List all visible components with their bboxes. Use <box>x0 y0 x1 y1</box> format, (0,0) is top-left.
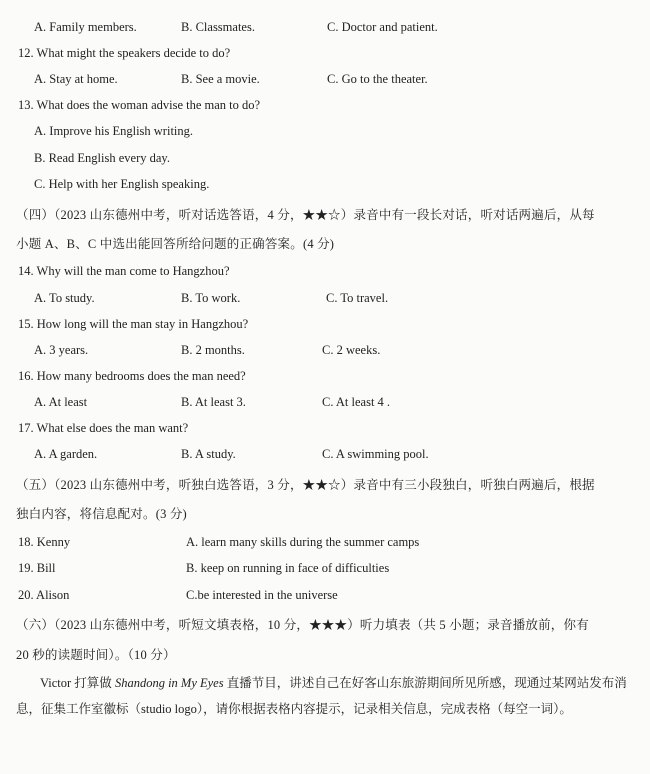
match-row <box>0 584 650 606</box>
q11-option-b: B. Classmates. <box>181 20 255 34</box>
q13-option-a: A. Improve his English writing. <box>34 124 194 138</box>
q14-options <box>0 287 650 309</box>
q14-option-a: A. To study. <box>34 291 95 305</box>
q12-question: 12. What might the speakers decide to do? <box>18 46 231 60</box>
section-5-instruction-line1: （五）（2023 山东德州中考，听独白选答语，3 分，★★☆）录音中有三小段独白，听独白两遍后，根据 <box>16 478 595 492</box>
q17-option-a: A. A garden. <box>34 447 98 461</box>
q15-options <box>0 339 650 361</box>
section-6-paragraph: Victor 打算做 Shandong in My Eyes 直播节目，讲述自己在好客山东旅游期间所见所感，现通过某网站发布消息，征集工作室徽标（studio logo），请你根据表格内容提示，记录相关信息，完成表格（每空一词）。 <box>16 676 627 716</box>
q15-option-b: B. 2 months. <box>181 343 245 357</box>
program-title: Shandong in My Eyes <box>114 676 224 690</box>
q12-option-a: A. Stay at home. <box>34 72 118 86</box>
q16-options <box>0 391 650 413</box>
q16-question: 16. How many bedrooms does the man need? <box>18 369 246 383</box>
q12-option-b: B. See a movie. <box>181 72 260 86</box>
match-desc: B. keep on running in face of difficulties <box>186 561 390 575</box>
section-6-instruction-line2: 20 秒的读题时间）。（10 分） <box>16 648 176 662</box>
q17-options <box>0 443 650 465</box>
q13-option-b: B. Read English every day. <box>34 151 170 165</box>
q11-option-c: C. Doctor and patient. <box>327 20 438 34</box>
q17-question: 17. What else does the man want? <box>18 421 189 435</box>
match-row <box>0 557 650 579</box>
q15-option-c: C. 2 weeks. <box>322 343 381 357</box>
q15-option-a: A. 3 years. <box>34 343 89 357</box>
section-6-instruction-line1: （六）（2023 山东德州中考，听短文填表格，10 分，★★★）听力填表（共 5 小题；录音播放前，你有 <box>16 618 589 632</box>
q16-option-a: A. At least <box>34 395 88 409</box>
match-name: 18. Kenny <box>18 535 71 549</box>
q17-option-b: B. A study. <box>181 447 236 461</box>
q11-options <box>0 16 650 38</box>
q13-option-c: C. Help with her English speaking. <box>34 177 210 191</box>
q14-option-c: C. To travel. <box>326 291 389 305</box>
q12-option-c: C. Go to the theater. <box>327 72 428 86</box>
match-name: 19. Bill <box>18 561 56 575</box>
section-5-instruction-line2: 独白内容，将信息配对。(3 分) <box>16 507 187 521</box>
q17-option-c: C. A swimming pool. <box>322 447 429 461</box>
match-desc: A. learn many skills during the summer camps <box>186 535 420 549</box>
q11-option-a: A. Family members. <box>34 20 137 34</box>
section-4-instruction-line1: （四）（2023 山东德州中考，听对话选答语，4 分，★★☆）录音中有一段长对话，听对话两遍后，从每 <box>16 208 595 222</box>
section-4-instruction-line2: 小题 A、B、C 中选出能回答所给问题的正确答案。(4 分) <box>16 237 335 251</box>
match-desc: C.be interested in the universe <box>186 588 338 602</box>
match-name: 20. Alison <box>18 588 70 602</box>
q15-question: 15. How long will the man stay in Hangzhou? <box>18 317 249 331</box>
match-row <box>0 531 650 553</box>
q13-question: 13. What does the woman advise the man to do? <box>18 98 261 112</box>
q16-option-c: C. At least 4 . <box>322 395 391 409</box>
q14-question: 14. Why will the man come to Hangzhou? <box>18 264 230 278</box>
q14-option-b: B. To work. <box>181 291 241 305</box>
q16-option-b: B. At least 3. <box>181 395 246 409</box>
q12-options <box>0 68 650 90</box>
